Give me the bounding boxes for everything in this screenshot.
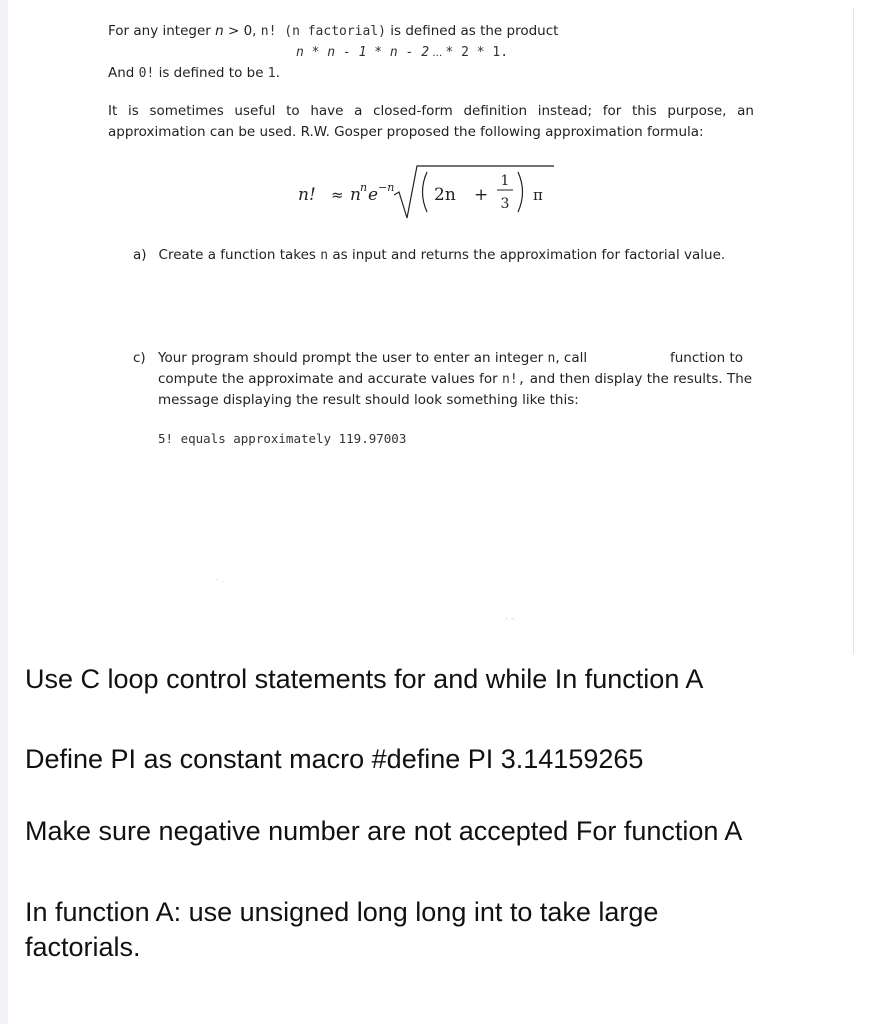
code-n-factorial: n! (n factorial) [260,24,386,39]
text-span: , call [555,350,588,366]
variable-n: n [215,23,224,39]
text-span: as input and returns the approximation for factorial value. [328,247,726,263]
text-span: compute the approximate and accurate values for [158,371,502,387]
note-negative-numbers: Make sure negative number are not accepted For function A [25,816,743,846]
text-span: > 0, [223,23,261,39]
code-n: n [547,351,556,366]
formula-pi: π [533,186,543,204]
formula-svg [290,160,570,230]
item-c-line-1-tail: function to [670,350,743,366]
text-span: is defined as the product [386,23,559,39]
gosper-formula [290,160,570,230]
item-c-line-3: message displaying the result should look something like this: [158,392,579,408]
item-c-label: c) [133,350,146,366]
item-c-line-2 [158,371,752,387]
formula-lhs: n! [298,185,316,205]
code-zero-factorial: 0! [138,66,155,81]
paragraph-line-2: approximation can be used. R.W. Gosper proposed the following approximation formula: [108,124,704,140]
page-left-edge [0,0,8,1024]
note-define-pi: Define PI as constant macro #define PI 3.14159265 [25,744,644,774]
paragraph-line-1: It is sometimes useful to have a closed-form definition instead; for this purpose, an [108,103,754,119]
formula-2n: 2n [434,185,456,205]
note-loop-statements: Use C loop control statements for and while In function A [25,664,704,694]
formula-exp-neg-n: −n [378,181,395,194]
code-n-factorial: n!, [502,372,526,387]
text-span: . [275,65,280,81]
right-paren [518,172,523,212]
text-span: is defined to be [154,65,268,81]
formula-approx: ≈ [331,186,344,204]
item-c-line-1 [158,350,587,366]
ellipsis: … [429,48,446,59]
zero-factorial-line [108,65,280,81]
text-span: And [108,65,139,81]
product-line [296,44,508,60]
sample-output: 5! equals approximately 119.97003 [158,431,407,446]
note-factorials: factorials. [25,932,141,962]
fraction-denominator: 3 [500,196,510,212]
text-span: and then display the results. The [525,371,753,387]
item-a-label: a) [133,247,147,263]
text-span: For any integer [108,23,216,39]
scan-artifact: ‐ . [215,575,224,585]
formula-base-n: n [350,185,361,205]
product-expression: n * n - 1 * n - 2 [296,45,430,60]
left-paren [423,172,428,212]
text-span: Your program should prompt the user to enter an integer [158,350,548,366]
formula-e: e [368,185,379,205]
formula-plus: + [474,185,489,205]
code-n: n [320,248,329,263]
scan-artifact: ‐ ‐ [505,614,515,624]
text-span: Create a function takes [158,247,321,263]
formula-exp-n: n [360,181,368,194]
code-one: 1 [267,66,276,81]
product-tail: * 2 * 1. [445,45,509,60]
item-a [133,247,725,263]
fraction-numerator: 1 [500,173,510,189]
note-unsigned-long-long: In function A: use unsigned long long int to take large [25,897,659,927]
definition-line [108,23,558,39]
